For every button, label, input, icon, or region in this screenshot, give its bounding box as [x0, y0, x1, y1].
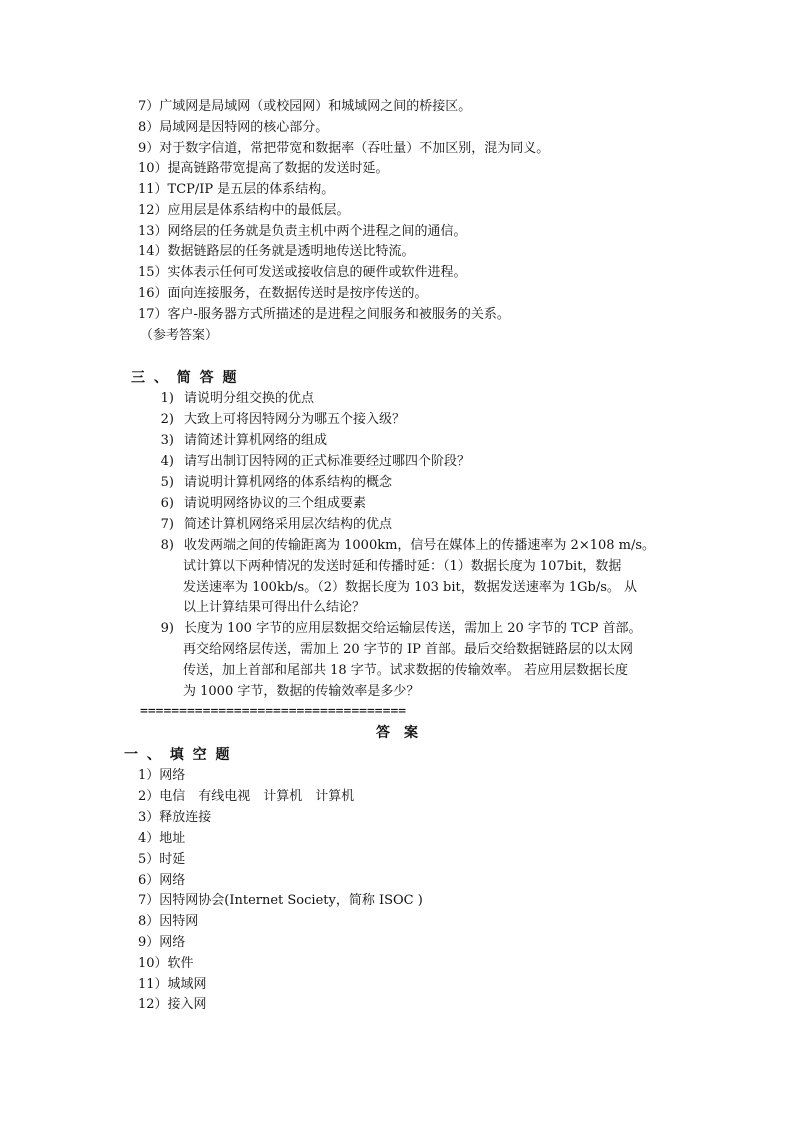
answer-item-11: 11）城域网 [138, 977, 207, 992]
answer-item-12: 12）接入网 [138, 997, 207, 1012]
question-number: 6) [160, 496, 174, 511]
question-8-line-2: 试计算以下两种情况的发送时延和传播时延：（1）数据长度为 107bit，数据 [183, 559, 622, 574]
question-9-line-4: 为 1000 字节，数据的传输效率是多少？ [183, 684, 420, 699]
question-text: 长度为 100 字节的应用层数据交给运输层传送，需加上 20 字节的 TCP 首部。 [184, 621, 642, 636]
section-1-heading: 一 、 填 空 题 [124, 747, 232, 763]
answer-item-8: 8）因特网 [138, 914, 199, 929]
tf-item-10: 10）提高链路带宽提高了数据的发送时延。 [138, 161, 389, 176]
answer-item-6: 6）网络 [138, 873, 186, 888]
tf-item-17: 17）客户-服务器方式所描述的是进程之间服务和被服务的关系。 [138, 307, 510, 322]
reference-answer-link[interactable]: （参考答案） [140, 328, 219, 343]
question-number: 1) [160, 391, 174, 406]
answer-item-9: 9）网络 [138, 935, 186, 950]
section-3-heading: 三 、 简 答 题 [131, 370, 239, 386]
question-1 [150, 389, 314, 409]
question-text: 请说明网络协议的三个组成要素 [184, 496, 367, 511]
question-5 [150, 473, 392, 493]
question-text: 请说明分组交换的优点 [184, 391, 315, 406]
question-6 [150, 494, 366, 514]
answer-item-7: 7）因特网协会(Internet Society，简称 ISOC ) [138, 893, 423, 908]
answer-item-3: 3）释放连接 [138, 810, 212, 825]
tf-item-13: 13）网络层的任务就是负责主机中两个进程之间的通信。 [138, 224, 467, 239]
question-8-line-4: 以上计算结果可得出什么结论？ [183, 600, 366, 615]
question-9-line-3: 传送，加上首部和尾部共 18 字节。试求数据的传输效率。 若应用层数据长度 [183, 663, 628, 678]
question-number: 8) [160, 538, 174, 553]
question-text: 请简述计算机网络的组成 [184, 433, 328, 448]
tf-item-14: 14）数据链路层的任务就是透明地传送比特流。 [138, 244, 415, 259]
question-number: 7) [160, 517, 174, 532]
question-text: 收发两端之间的传输距离为 1000km，信号在媒体上的传播速率为 2×108 m/s。 [184, 538, 656, 553]
question-8 [150, 536, 655, 556]
question-2 [150, 410, 405, 430]
question-number: 2) [160, 412, 174, 427]
answer-item-4: 4）地址 [138, 831, 186, 846]
question-number: 5) [160, 475, 174, 490]
answer-item-10: 10）软件 [138, 956, 194, 971]
question-number: 4) [160, 454, 174, 469]
answer-item-2: 2）电信 有线电视 计算机 计算机 [138, 789, 355, 804]
question-text: 请写出制订因特网的正式标准要经过哪四个阶段？ [184, 454, 471, 469]
divider-line: ================================== [140, 704, 407, 719]
tf-item-12: 12）应用层是体系结构中的最低层。 [138, 203, 350, 218]
answer-title: 答 案 [376, 725, 418, 741]
question-number: 9) [160, 621, 174, 636]
tf-item-7: 7）广域网是局域网（或校园网）和城域网之间的桥接区。 [138, 99, 472, 114]
tf-item-11: 11）TCP/IP 是五层的体系结构。 [138, 182, 335, 197]
question-number: 3) [160, 433, 174, 448]
tf-item-8: 8）局域网是因特网的核心部分。 [138, 120, 329, 135]
question-text: 简述计算机网络采用层次结构的优点 [184, 517, 393, 532]
answer-item-5: 5）时延 [138, 852, 186, 867]
tf-item-15: 15）实体表示任何可发送或接收信息的硬件或软件进程。 [138, 265, 467, 280]
question-text: 请说明计算机网络的体系结构的概念 [184, 475, 393, 490]
tf-item-9: 9）对于数字信道，常把带宽和数据率（吞吐量）不加区别，混为同义。 [138, 141, 550, 156]
question-9-line-2: 再交给网络层传送，需加上 20 字节的 IP 首部。最后交给数据链路层的以太网 [183, 642, 633, 657]
question-8-line-3: 发送速率为 100kb/s。（2）数据长度为 103 bit，数据发送速率为 1Gb/s。 从 [183, 580, 638, 595]
answer-item-1: 1）网络 [138, 768, 186, 783]
question-text: 大致上可将因特网分为哪五个接入级？ [184, 412, 406, 427]
question-7 [150, 515, 392, 535]
question-4 [150, 452, 470, 472]
tf-item-16: 16）面向连接服务，在数据传送时是按序传送的。 [138, 286, 428, 301]
question-3 [150, 431, 327, 451]
question-9 [150, 619, 642, 639]
